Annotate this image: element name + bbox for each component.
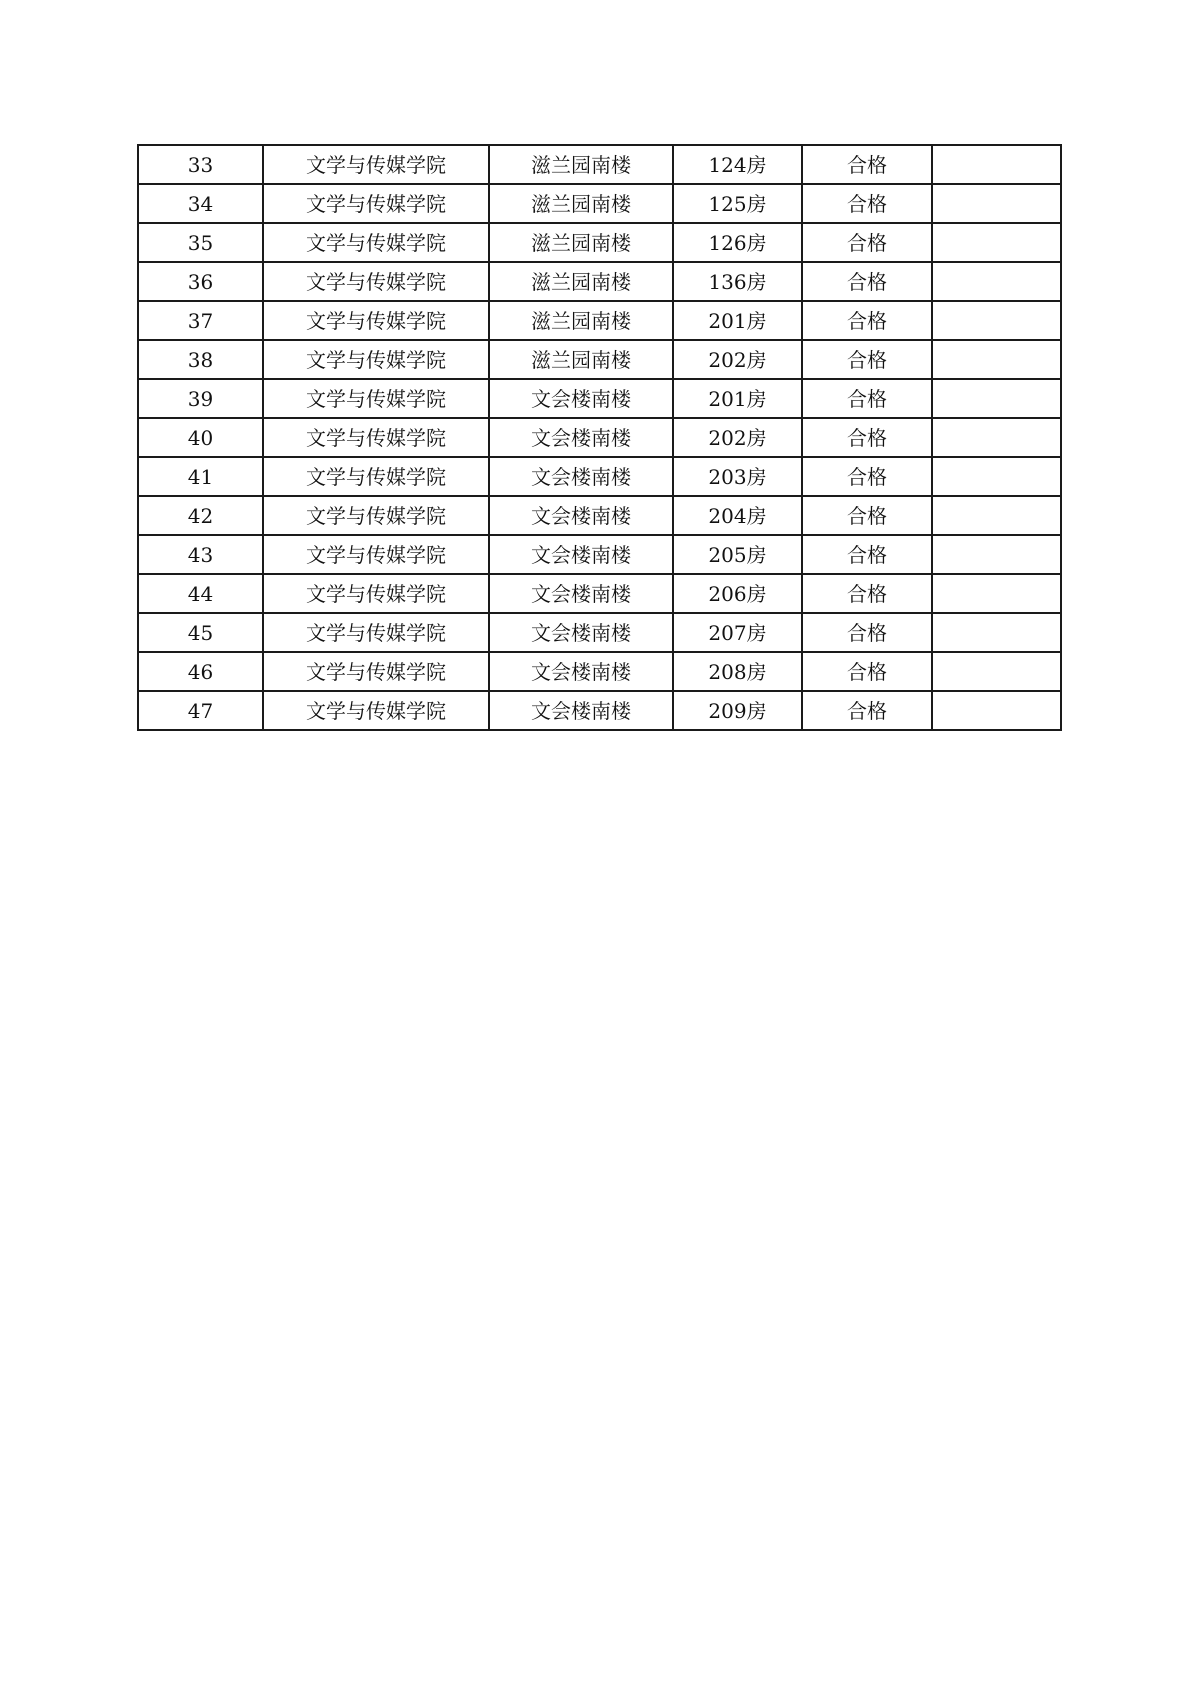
table-row [138,379,1061,418]
result-cell: 合格 [802,145,932,184]
result-cell: 合格 [802,574,932,613]
table-row [138,652,1061,691]
row-number-cell: 44 [138,574,263,613]
remark-cell [932,184,1061,223]
college-cell: 文学与传媒学院 [263,223,489,262]
remark-cell [932,340,1061,379]
room-cell: 204房 [673,496,802,535]
table-row [138,496,1061,535]
room-cell: 207房 [673,613,802,652]
college-cell: 文学与传媒学院 [263,379,489,418]
remark-cell [932,145,1061,184]
table-row [138,535,1061,574]
building-cell: 文会楼南楼 [489,418,673,457]
building-cell: 文会楼南楼 [489,574,673,613]
college-cell: 文学与传媒学院 [263,574,489,613]
college-cell: 文学与传媒学院 [263,457,489,496]
college-cell: 文学与传媒学院 [263,145,489,184]
table-row [138,262,1061,301]
building-cell: 滋兰园南楼 [489,340,673,379]
result-cell: 合格 [802,418,932,457]
building-cell: 文会楼南楼 [489,379,673,418]
result-cell: 合格 [802,457,932,496]
result-cell: 合格 [802,340,932,379]
row-number-cell: 34 [138,184,263,223]
row-number-cell: 38 [138,340,263,379]
college-cell: 文学与传媒学院 [263,262,489,301]
row-number-cell: 33 [138,145,263,184]
room-cell: 208房 [673,652,802,691]
table-body [138,145,1061,730]
table-row [138,418,1061,457]
building-cell: 文会楼南楼 [489,691,673,730]
remark-cell [932,379,1061,418]
college-cell: 文学与传媒学院 [263,496,489,535]
remark-cell [932,535,1061,574]
result-cell: 合格 [802,223,932,262]
room-cell: 205房 [673,535,802,574]
remark-cell [932,457,1061,496]
building-cell: 文会楼南楼 [489,652,673,691]
room-cell: 202房 [673,418,802,457]
row-number-cell: 35 [138,223,263,262]
building-cell: 滋兰园南楼 [489,301,673,340]
room-cell: 201房 [673,379,802,418]
remark-cell [932,262,1061,301]
building-cell: 文会楼南楼 [489,613,673,652]
row-number-cell: 45 [138,613,263,652]
row-number-cell: 43 [138,535,263,574]
building-cell: 文会楼南楼 [489,457,673,496]
college-cell: 文学与传媒学院 [263,340,489,379]
result-cell: 合格 [802,613,932,652]
inspection-table [137,144,1062,731]
row-number-cell: 40 [138,418,263,457]
result-cell: 合格 [802,535,932,574]
room-cell: 201房 [673,301,802,340]
table-row [138,184,1061,223]
room-cell: 136房 [673,262,802,301]
row-number-cell: 47 [138,691,263,730]
remark-cell [932,496,1061,535]
remark-cell [932,418,1061,457]
row-number-cell: 46 [138,652,263,691]
building-cell: 滋兰园南楼 [489,184,673,223]
result-cell: 合格 [802,691,932,730]
room-cell: 206房 [673,574,802,613]
row-number-cell: 41 [138,457,263,496]
table-row [138,457,1061,496]
result-cell: 合格 [802,379,932,418]
result-cell: 合格 [802,652,932,691]
college-cell: 文学与传媒学院 [263,184,489,223]
table-row [138,340,1061,379]
remark-cell [932,691,1061,730]
result-cell: 合格 [802,301,932,340]
table-row [138,691,1061,730]
college-cell: 文学与传媒学院 [263,535,489,574]
college-cell: 文学与传媒学院 [263,301,489,340]
table-row [138,145,1061,184]
result-cell: 合格 [802,496,932,535]
building-cell: 文会楼南楼 [489,496,673,535]
remark-cell [932,223,1061,262]
table-row [138,574,1061,613]
college-cell: 文学与传媒学院 [263,613,489,652]
remark-cell [932,613,1061,652]
room-cell: 125房 [673,184,802,223]
row-number-cell: 42 [138,496,263,535]
table-row [138,301,1061,340]
building-cell: 滋兰园南楼 [489,145,673,184]
room-cell: 209房 [673,691,802,730]
college-cell: 文学与传媒学院 [263,652,489,691]
room-cell: 203房 [673,457,802,496]
row-number-cell: 39 [138,379,263,418]
remark-cell [932,652,1061,691]
room-cell: 126房 [673,223,802,262]
table-row [138,223,1061,262]
room-cell: 124房 [673,145,802,184]
row-number-cell: 36 [138,262,263,301]
remark-cell [932,574,1061,613]
room-cell: 202房 [673,340,802,379]
college-cell: 文学与传媒学院 [263,691,489,730]
remark-cell [932,301,1061,340]
table-row [138,613,1061,652]
college-cell: 文学与传媒学院 [263,418,489,457]
building-cell: 文会楼南楼 [489,535,673,574]
result-cell: 合格 [802,184,932,223]
building-cell: 滋兰园南楼 [489,262,673,301]
row-number-cell: 37 [138,301,263,340]
building-cell: 滋兰园南楼 [489,223,673,262]
result-cell: 合格 [802,262,932,301]
